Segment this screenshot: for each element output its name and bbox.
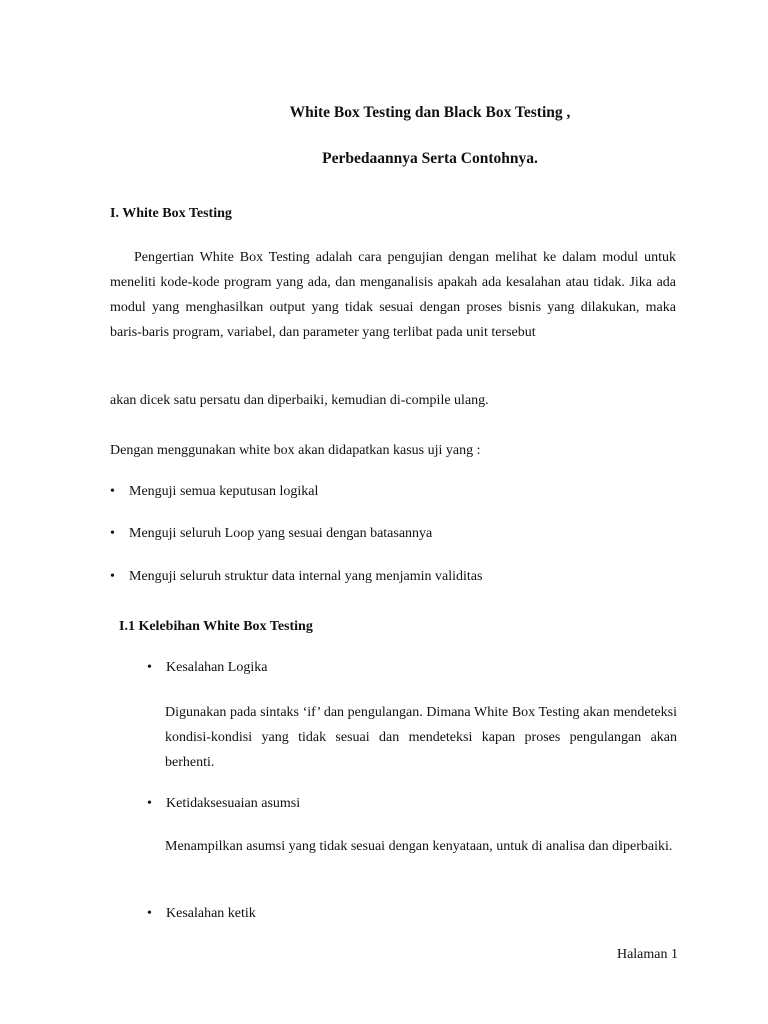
advantage-description: Digunakan pada sintaks ‘if’ dan pengulangan. Dimana White Box Testing akan mendeteksi kondisi-kondisi yang tidak sesuai dan mendeteksi kapan proses pengulangan akan berhenti. — [165, 705, 677, 770]
paragraph-test-cases-intro: Dengan menggunakan white box akan didapatkan kasus uji yang : — [110, 443, 481, 458]
advantage-title-text: Kesalahan Logika — [166, 660, 268, 675]
list-item-text: Menguji seluruh Loop yang sesuai dengan batasannya — [129, 526, 433, 541]
page-number-footer: Halaman 1 — [616, 947, 678, 962]
paragraph-definition: Pengertian White Box Testing adalah cara pengujian dengan melihat ke dalam modul untuk meneliti kode-kode program yang ada, dan menganalisis apakah ada kesalahan atau tidak. Jika ada modul yang menghasilkan output yang tidak sesuai dengan proses bisnis yang dilakukan, maka baris-baris program, variabel, dan parameter yang terlibat pada unit tersebut — [110, 250, 676, 340]
bullet-symbol: • — [147, 796, 152, 811]
document-title-line2: Perbedaannya Serta Contohnya. — [322, 150, 538, 167]
bullet-symbol: • — [110, 526, 115, 541]
paragraph-continuation: akan dicek satu persatu dan diperbaiki, kemudian di-compile ulang. — [110, 393, 489, 408]
bullet-symbol: • — [110, 569, 115, 584]
bullet-symbol: • — [147, 906, 152, 921]
bullet-symbol: • — [147, 660, 152, 675]
document-title-line1: White Box Testing dan Black Box Testing , — [289, 104, 571, 121]
section-heading-advantages: I.1 Kelebihan White Box Testing — [119, 619, 313, 634]
advantage-description: Menampilkan asumsi yang tidak sesuai dengan kenyataan, untuk di analisa dan diperbaiki. — [165, 839, 673, 854]
advantage-title-text: Kesalahan ketik — [166, 906, 256, 921]
advantage-title-text: Ketidaksesuaian asumsi — [166, 796, 301, 811]
section-heading-white-box: I. White Box Testing — [110, 206, 232, 221]
list-item-text: Menguji semua keputusan logikal — [129, 484, 319, 499]
bullet-symbol: • — [110, 484, 115, 499]
list-item-text: Menguji seluruh struktur data internal yang menjamin validitas — [129, 569, 483, 584]
